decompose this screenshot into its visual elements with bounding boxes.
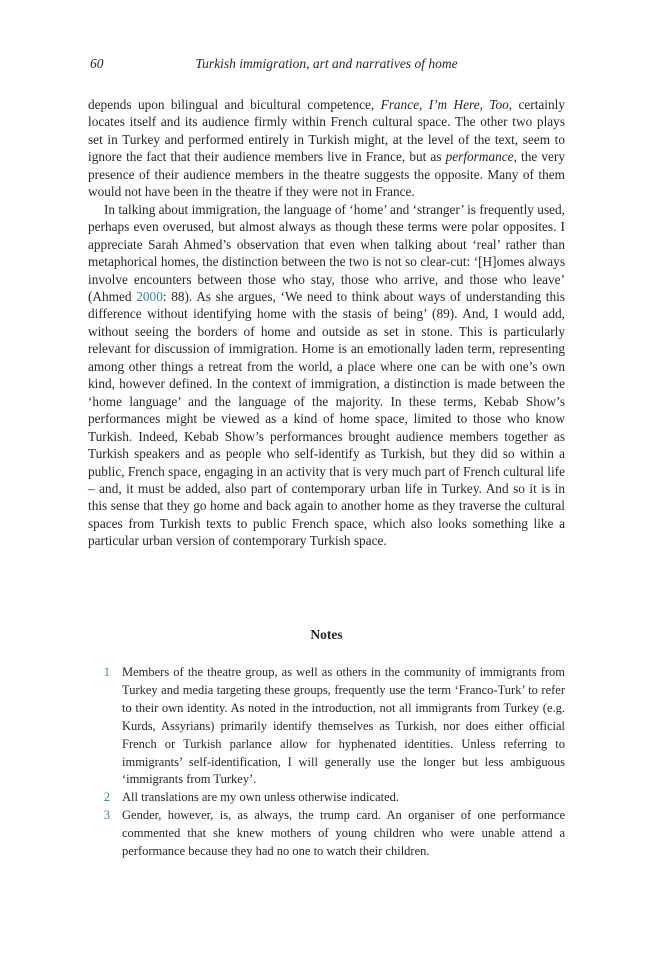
page-header (88, 55, 565, 73)
body-text-run: In talking about immigration, the language of ‘home’ and ‘stranger’ is frequently used, perhaps even overused, but almost always as though these terms were polar opposites. I appreciate Sarah Ahmed’s observation that even when talking about ‘real’ rather than metaphorical homes, the distinction between the two is not so clear-cut: ‘[H]omes always involve encounters between those who stay, those who arrive, and those who leave’ (Ahmed (88, 201, 565, 304)
body-text-run: , the very presence of their audience members in the theatre suggests the opposite. Many of them would not have been in the theatre if they were not in France. (88, 149, 565, 200)
running-head-title: Turkish immigration, art and narratives of home (195, 56, 458, 71)
note-item (88, 807, 565, 861)
notes-list (88, 664, 565, 861)
note-number-link[interactable]: 1 (103, 665, 110, 679)
note-item (88, 664, 565, 789)
notes-section (88, 627, 565, 861)
paragraphs-container (88, 96, 565, 550)
italic-text: performance (445, 149, 514, 165)
body-text-run: depends upon bilingual and bicultural competence, (88, 97, 381, 112)
note-item (88, 789, 565, 807)
note-text: Gender, however, is, as always, the trump card. An organiser of one performance commented that she knew mothers of young children who were unable attend a performance because they had no one to watch their children. (122, 808, 565, 859)
note-number-link[interactable]: 2 (103, 790, 110, 805)
paragraph (88, 96, 565, 201)
note-text: All translations are my own unless otherwise indicated. (122, 790, 400, 805)
body-text-run: : 88). As she argues, ‘We need to think about ways of understanding this difference without identifying home with the stasis of being’ (89). And, I would add, without seeing the borders of home and outside as set in stone. This is particularly relevant for discussion of immigration. Home is an emotionally laden term, representing among other things a retreat from the world, a place where one can be with one’s own kind, however defined. In the context of immigration, a distinction is made between the ‘home language’ and the language of the majority. In these terms, Kebab Show’s performances might be viewed as a kind of home space, limited to those who know Turkish. Indeed, Kebab Show’s performances brought audience members together as Turkish speakers and as people who self-identify as Turkish, but they did so within a public, French space, engaging in an activity that is very much part of French cultural life – and, it must be added, also part of contemporary urban life in Turkey. And so it is in this sense that they go home and back again to another home as they traverse the cultural spaces from Turkish texts to public French space, which also looks something like a particular urban version of contemporary Turkish space. (88, 288, 565, 549)
body-text (88, 96, 565, 550)
paragraph (88, 201, 565, 550)
notes-heading: Notes (310, 627, 343, 642)
page-number: 60 (90, 56, 104, 71)
italic-text: France, I’m Here, Too (380, 97, 509, 112)
citation-link[interactable]: 2000 (136, 288, 163, 304)
note-number-link[interactable]: 3 (103, 808, 110, 823)
note-text: Members of the theatre group, as well as others in the community of immigrants from Turkey and media targeting these groups, frequently use the term ‘Franco-Turk’ to refer to their own identity. As noted in the introduction, not all immigrants from Turkey (e.g. Kurds, Assyrians) primarily identify themselves as Turkish, nor does either official French or Turkish parlance allow for hyphenated identities. Unless referring to immigrants’ self-identification, I will generally use the longer but less ambiguous ‘immigrants from Turkey’. (122, 665, 565, 787)
body-text-run: , certainly locates itself and its audience firmly within French cultural space. The other two plays set in Turkey and performed entirely in Turkish might, at the level of the text, seem to ignore the fact that their audience members live in France, but as (88, 97, 565, 165)
